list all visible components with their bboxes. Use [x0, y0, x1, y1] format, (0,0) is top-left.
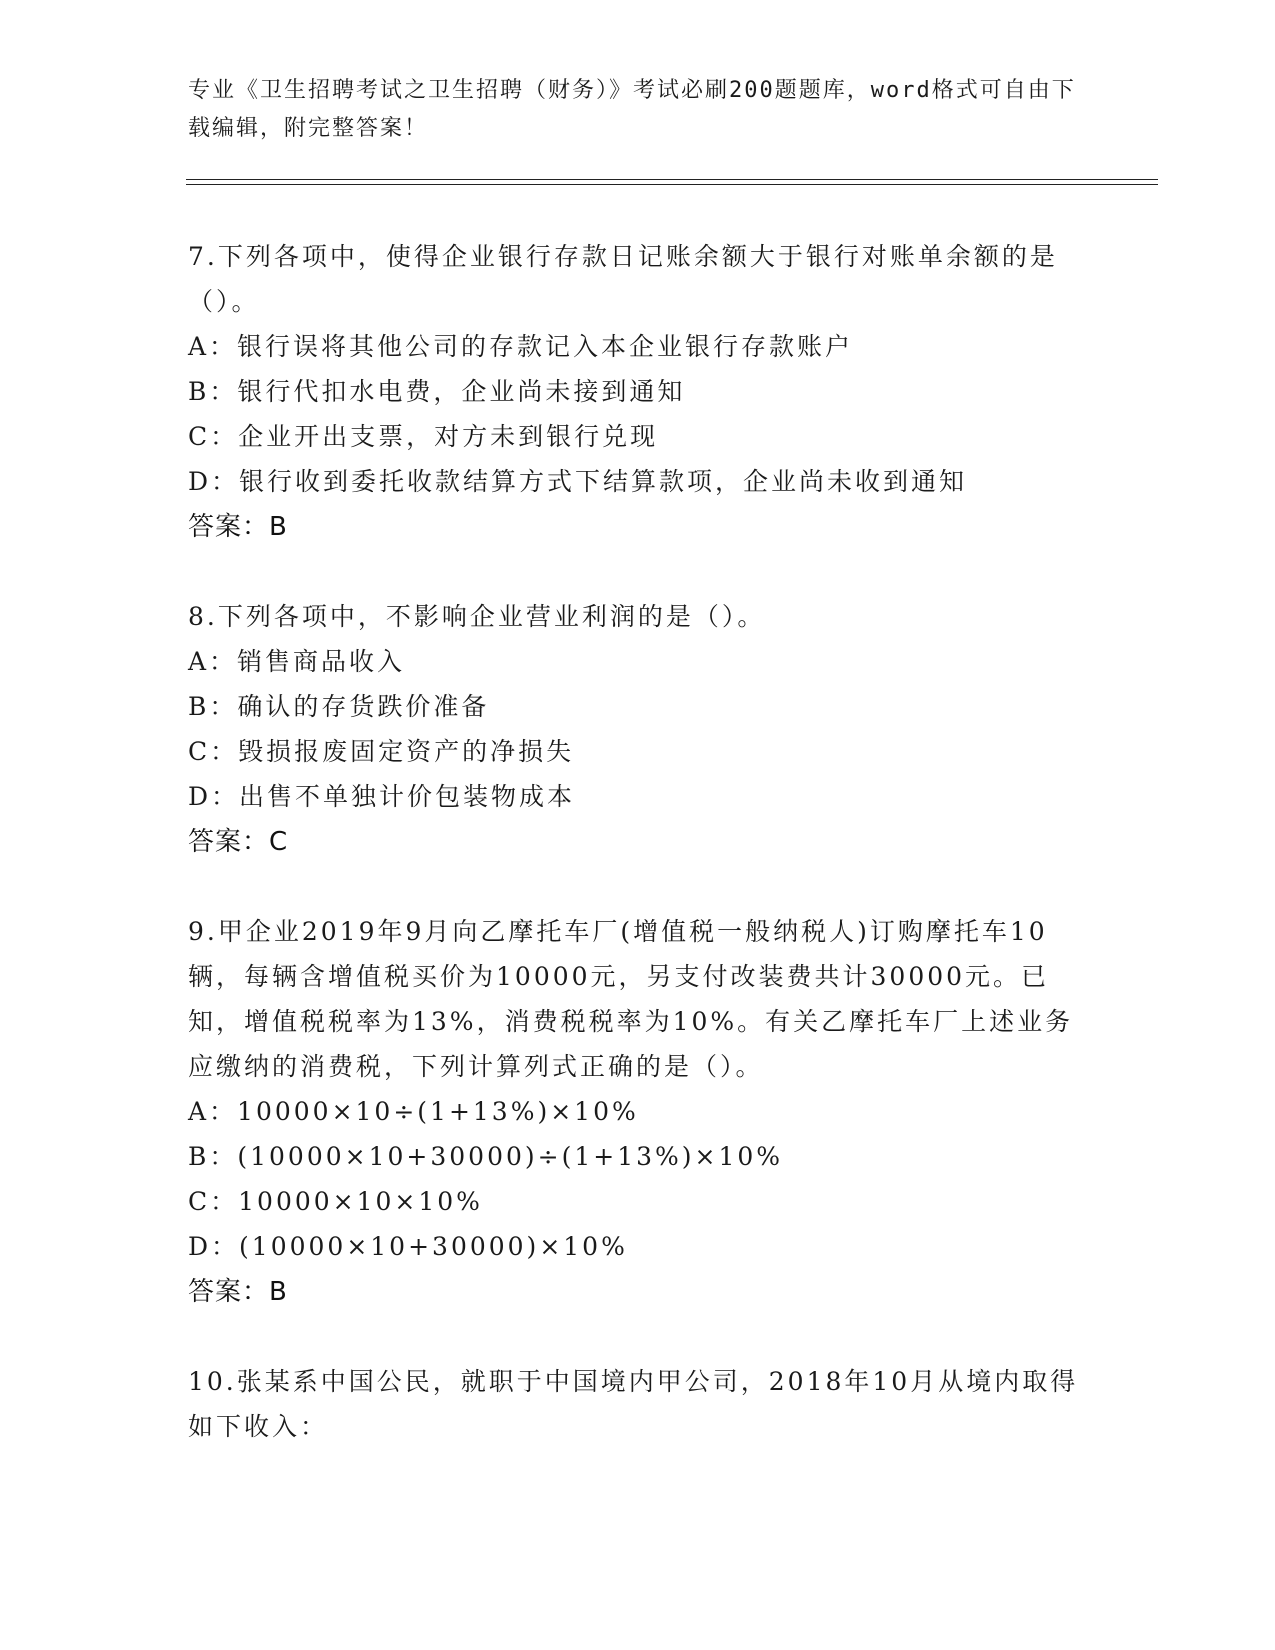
option-a: A：销售商品收入	[188, 647, 406, 676]
header-divider-bottom	[186, 184, 1158, 185]
question-stem: 8.下列各项中，不影响企业营业利润的是（）。	[188, 602, 766, 631]
option-c: C：毁损报废固定资产的净损失	[188, 737, 575, 766]
option-d: D：(10000×10+30000)×10%	[188, 1232, 628, 1261]
option-b: B：确认的存货跌价准备	[188, 692, 490, 721]
option-c: C：10000×10×10%	[188, 1187, 483, 1216]
question-stem: 9.甲企业2019年9月向乙摩托车厂(增值税一般纳税人)订购摩托车10辆，每辆含增值税买价为10000元，另支付改装费共计30000元。已知，增值税税率为13%，消费税税率为10%。有关乙摩托车厂上述业务应缴纳的消费税，下列计算列式正确的是（）。	[188, 917, 1074, 1081]
question-stem: 10.张某系中国公民，就职于中国境内甲公司，2018年10月从境内取得如下收入：	[188, 1367, 1079, 1441]
question-8	[188, 594, 1088, 865]
option-c: C：企业开出支票，对方未到银行兑现	[188, 422, 659, 451]
question-stem: 7.下列各项中，使得企业银行存款日记账余额大于银行对账单余额的是（）。	[188, 242, 1058, 316]
header-divider-top	[186, 179, 1158, 180]
option-b: B：银行代扣水电费，企业尚未接到通知	[188, 377, 686, 406]
answer-label: 答案：C	[188, 827, 289, 857]
question-list	[188, 234, 1088, 1493]
option-a: A：银行误将其他公司的存款记入本企业银行存款账户	[188, 332, 854, 361]
option-a: A：10000×10÷(1+13%)×10%	[188, 1097, 639, 1126]
question-10	[188, 1359, 1088, 1449]
option-d: D：银行收到委托收款结算方式下结算款项，企业尚未收到通知	[188, 467, 968, 496]
option-b: B：(10000×10+30000)÷(1+13%)×10%	[188, 1142, 784, 1171]
option-d: D：出售不单独计价包装物成本	[188, 782, 576, 811]
document-header: 专业《卫生招聘考试之卫生招聘（财务）》考试必刷200题题库，word格式可自由下载编辑，附完整答案！	[188, 78, 1076, 141]
question-9	[188, 909, 1088, 1315]
answer-label: 答案：B	[188, 1277, 288, 1307]
question-7	[188, 234, 1088, 550]
answer-label: 答案：B	[188, 512, 288, 542]
